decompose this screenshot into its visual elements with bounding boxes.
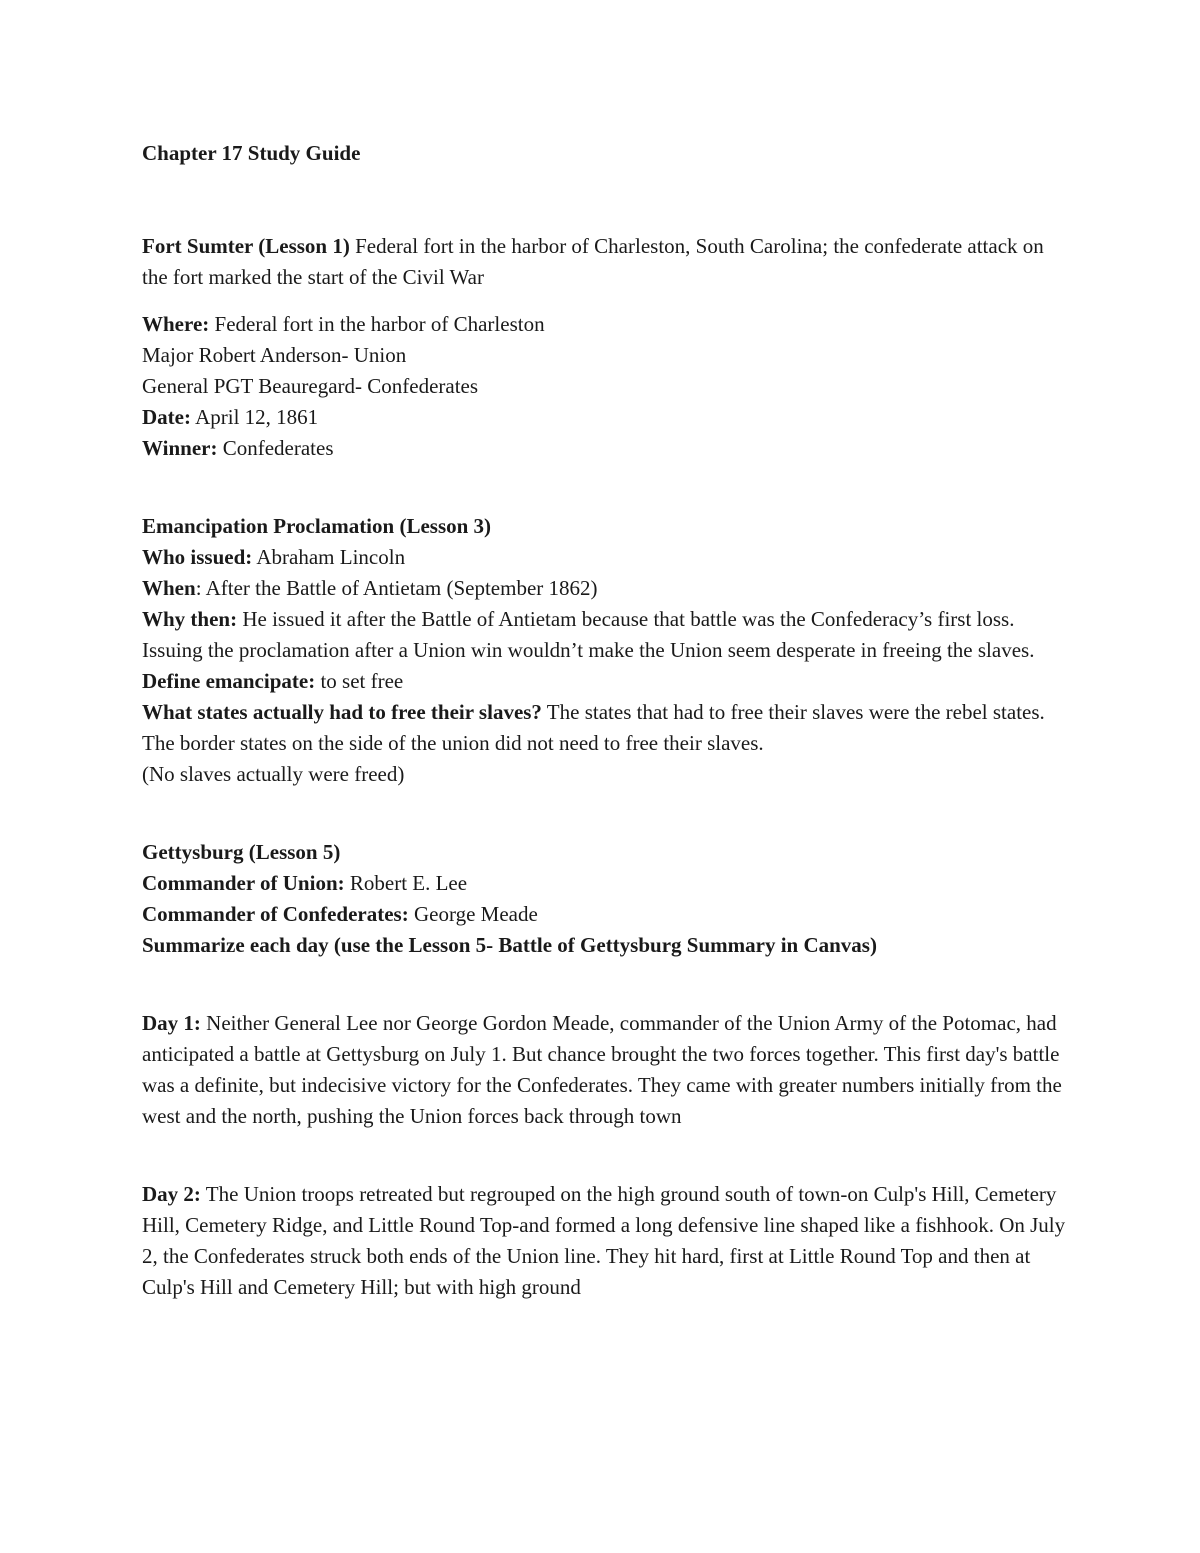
fort-sumter-confederate-commander: General PGT Beauregard- Confederates xyxy=(142,374,479,398)
union-commander-value: Robert E. Lee xyxy=(344,871,468,895)
define-value: to set free xyxy=(315,669,404,693)
gettysburg-heading: Gettysburg (Lesson 5) xyxy=(142,840,341,864)
fort-sumter-union-commander: Major Robert Anderson- Union xyxy=(142,343,407,367)
why-label: Why then: xyxy=(142,607,238,631)
fort-sumter-heading: Fort Sumter (Lesson 1) xyxy=(142,234,350,258)
emancipation-when xyxy=(142,573,1072,604)
confederate-commander-value: George Meade xyxy=(408,902,538,926)
when-value: : After the Battle of Antietam (September 1862) xyxy=(195,576,598,600)
date-value: April 12, 1861 xyxy=(190,405,319,429)
day2-label: Day 2: xyxy=(142,1182,201,1206)
fort-sumter-date xyxy=(142,402,1072,433)
section-gettysburg xyxy=(142,837,1072,1303)
fort-sumter-paragraph xyxy=(142,231,1072,293)
union-commander-label: Commander of Union: xyxy=(142,871,345,895)
fort-sumter-winner xyxy=(142,433,1072,464)
emancipation-heading: Emancipation Proclamation (Lesson 3) xyxy=(142,514,492,538)
day1-text: Neither General Lee nor George Gordon Meade, commander of the Union Army of the Potomac, had anticipated a battle at Gettysburg on July 1. But chance brought the two forces together. This first day's battle was a definite, but indecisive victory for the Confederates. They came with greater numbers initially from the west and the north, pushing the Union forces back through town xyxy=(142,1011,1062,1128)
where-value: Federal fort in the harbor of Charleston xyxy=(209,312,545,336)
states-label: What states actually had to free their slaves? xyxy=(142,700,542,724)
emancipation-who xyxy=(142,542,1072,573)
section-fort-sumter xyxy=(142,231,1072,464)
emancipation-note: (No slaves actually were freed) xyxy=(142,762,405,786)
document-title: Chapter 17 Study Guide xyxy=(142,141,361,165)
emancipation-why xyxy=(142,604,1072,666)
gettysburg-summarize-instruction: Summarize each day (use the Lesson 5- Battle of Gettysburg Summary in Canvas) xyxy=(142,933,877,957)
emancipation-define xyxy=(142,666,1072,697)
fort-sumter-where xyxy=(142,309,1072,340)
section-emancipation xyxy=(142,511,1072,790)
day2-text: The Union troops retreated but regrouped on the high ground south of town-on Culp's Hill, Cemetery Hill, Cemetery Ridge, and Little Round Top-and formed a long defensive line shaped like a fishhook. On July 2, the Confederates struck both ends of the Union line. They hit hard, first at Little Round Top and then at Culp's Hill and Cemetery Hill; but with high ground xyxy=(142,1182,1066,1299)
when-label: When xyxy=(142,576,196,600)
winner-label: Winner: xyxy=(142,436,218,460)
states-value: The states that had to free their slaves were the rebel states. The border states on the side of the union did not need to free their slaves. xyxy=(142,700,1045,755)
date-label: Date: xyxy=(142,405,191,429)
winner-value: Confederates xyxy=(217,436,334,460)
define-label: Define emancipate: xyxy=(142,669,316,693)
where-label: Where: xyxy=(142,312,210,336)
gettysburg-day1 xyxy=(142,1008,1072,1132)
gettysburg-day2 xyxy=(142,1179,1072,1303)
who-value: Abraham Lincoln xyxy=(252,545,406,569)
emancipation-states xyxy=(142,697,1072,759)
gettysburg-confederate-commander xyxy=(142,899,1072,930)
who-label: Who issued: xyxy=(142,545,253,569)
confederate-commander-label: Commander of Confederates: xyxy=(142,902,409,926)
gettysburg-union-commander xyxy=(142,868,1072,899)
why-value: He issued it after the Battle of Antietam because that battle was the Confederacy’s first loss. Issuing the proclamation after a Union win wouldn’t make the Union seem desperate in freeing the slaves. xyxy=(142,607,1035,662)
day1-label: Day 1: xyxy=(142,1011,201,1035)
fort-sumter-description: Federal fort in the harbor of Charleston, South Carolina; the confederate attack on the fort marked the start of the Civil War xyxy=(142,234,1044,289)
document-page xyxy=(142,138,1072,1303)
